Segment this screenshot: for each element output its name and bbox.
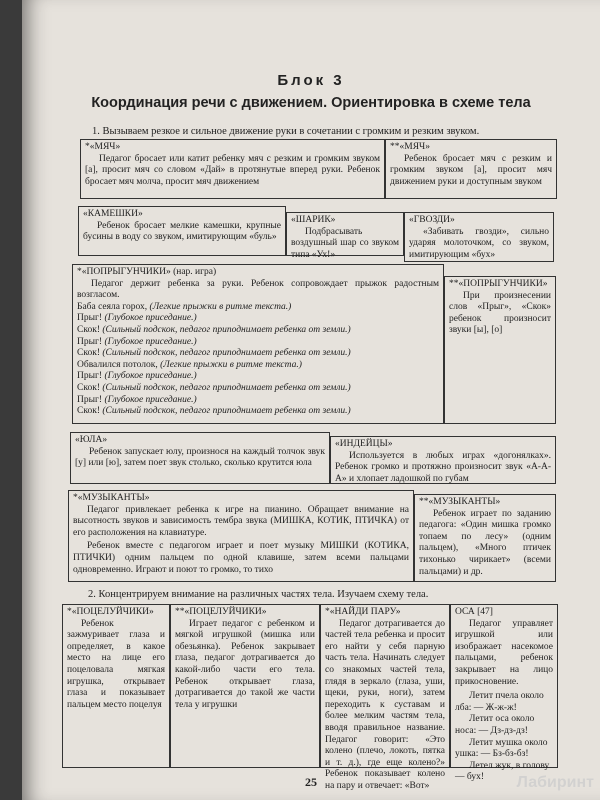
- rhyme-note: (Сильный подскок, педагог приподнимает ребенка от земли.): [102, 406, 351, 417]
- box-text: Ребенок играет по заданию педагога: «Один мишка громко топаем по лесу» (одним пальцем), «Много птичек тихонько чирикает» (всеми пальцами) и др.: [419, 508, 551, 577]
- section-2-heading: 2. Концентрируем внимание на различных частях тела. Изучаем схему тела.: [88, 589, 429, 600]
- box-title: «ШАРИК»: [291, 215, 336, 225]
- rhyme-line: [77, 406, 439, 418]
- rhyme-line: [77, 348, 439, 360]
- box-text: Подбрасывать воздушный шар со звуком типа «Ух!»: [291, 226, 399, 260]
- box-title: *«ПОПРЫГУНЧИКИ» (нар. игра): [77, 267, 217, 277]
- game-box-yula: [70, 432, 330, 484]
- box-text: Ребенок бросает мелкие камешки, крупные бусины в воду со звуком, имитирующим «буль»: [83, 220, 281, 243]
- watermark-logo: [517, 774, 594, 792]
- rhyme-text: Скок!: [77, 382, 103, 393]
- rhyme-note: (Глубокое приседание.): [104, 394, 197, 405]
- box-title: *«МЯЧ»: [85, 142, 121, 152]
- game-box-potseluychiki-advanced: [170, 604, 320, 768]
- rhyme-line: [77, 313, 439, 325]
- rhyme-text: Скок!: [77, 406, 103, 417]
- rhyme-text: Прыг!: [77, 371, 105, 382]
- rhyme-text: Прыг!: [77, 313, 105, 324]
- game-box-myach-advanced: [385, 139, 557, 199]
- game-box-indeytsy: [330, 436, 556, 484]
- rhyme-line: [77, 383, 439, 395]
- box-title: ОСА [47]: [455, 607, 493, 617]
- box-title: **«ПОЦЕЛУЙЧИКИ»: [175, 607, 267, 617]
- poem-line: Летит пчела около лба: — Ж-ж-ж!: [455, 691, 544, 713]
- game-box-poprygunchiki-advanced: [444, 276, 556, 424]
- box-text: Ребенок вместе с педагогом играет и поет музыку МИШКИ (КОТИКА, ПТИЧКИ) одним пальцем по одной клавише, затем всеми пальцами одновременно. Играют и поют то громко, то тихо: [73, 541, 409, 575]
- box-title: «ЮЛА»: [75, 435, 108, 445]
- box-title: **«МУЗЫКАНТЫ»: [419, 497, 501, 507]
- game-box-poprygunchiki: [72, 264, 444, 424]
- box-text: Педагог управляет игрушкой или изображает насекомое пальцами, ребенок закрывает на лицо прикосновение.: [455, 618, 553, 687]
- rhyme-note: (Легкие прыжки в ритме текста.): [149, 301, 292, 312]
- rhyme-line: [77, 371, 439, 383]
- game-box-muzykanty-advanced: [414, 494, 556, 582]
- game-box-kameshki: [78, 206, 286, 256]
- box-title: «ИНДЕЙЦЫ»: [335, 439, 393, 449]
- rhyme-text: Скок!: [77, 348, 103, 359]
- box-title: «КАМЕШКИ»: [83, 209, 143, 219]
- rhyme-text: Скок!: [77, 324, 103, 335]
- box-title: *«МУЗЫКАНТЫ»: [73, 493, 150, 503]
- game-box-sharik: [286, 212, 404, 260]
- rhyme-text: Баба сеяла горох,: [77, 301, 150, 312]
- poem-line: Летит оса около носа: — Дз-дз-дз!: [455, 714, 535, 736]
- box-text: При произнесении слов «Прыг», «Скок» ребенок произносит звуки [ы], [о]: [449, 290, 551, 336]
- rhyme-note: (Сильный подскок, педагог приподнимает ребенка от земли.): [102, 382, 351, 393]
- rhyme-note: (Легкие прыжки в ритме текста.): [160, 359, 302, 370]
- box-text: Ребенок запускает юлу, произнося на каждый толчок звук [у] или [ю], затем поет звук столько, сколько крутится юла: [75, 446, 325, 469]
- rhyme-line: [77, 325, 439, 337]
- box-title: **«ПОПРЫГУНЧИКИ»: [449, 279, 548, 289]
- box-title: *«НАЙДИ ПАРУ»: [325, 607, 401, 617]
- game-box-myach: [80, 139, 385, 199]
- rhyme-note: (Глубокое приседание.): [104, 336, 197, 347]
- watermark-text: Лабиринт: [516, 774, 594, 791]
- rhyme-lines: [77, 302, 439, 418]
- block-title: Координация речи с движением. Ориентировка в схеме тела: [91, 95, 531, 111]
- game-box-naydi-paru: [320, 604, 450, 791]
- box-title: **«МЯЧ»: [390, 142, 430, 152]
- block-heading: Блок 3: [277, 72, 345, 89]
- box-text: Играет педагог с ребенком и мягкой игрушкой (мишка или обезьянка). Ребенок закрывает глаза, педагог дотрагивается до какой-либо части его тела. Ребенок открывает глаза, дотрагивается до такой же части тела у игрушки: [175, 618, 315, 710]
- box-text: Педагог дотрагивается до частей тела ребенка и просит его найти у себя парную часть тела. Начинать следует со знакомых частей тела, глядя в зеркало (глаза, уши, щеки, руки, ноги), затем переходить к суставам и более мелким частям тела, вводя правильное название. Педагог говорит: «Это колено (плечо, локоть, пятка и т. д.), где еще колено?» Ребенок показывает колено на пару и отвечает: «Вот»: [325, 618, 445, 791]
- book-page: [22, 0, 600, 800]
- box-text: «Забивать гвозди», сильно ударяя молоточком, со звуком, имитирующим «бух»: [409, 226, 549, 260]
- rhyme-line: [77, 302, 439, 314]
- poem-line: Летел жук, в голову — бух!: [455, 760, 550, 783]
- box-text: Используется в любых играх «догонялках». Ребенок громко и протяжно произносит звук «А-А-А» и хлопает ладошкой по губам: [335, 450, 551, 484]
- box-text: Ребенок зажмуривает глаза и определяет, в какое место на лице его поцеловала мягкая игрушка, открывает глаза и показывает пальцем место поцелуя: [67, 618, 165, 710]
- box-text: Педагог бросает или катит ребенку мяч с резким и громким звуком [а], просит мяч со словом «Дай» в протянутые вперед руки. Ребенок бросает мяч молча, просит мяч движением: [85, 153, 380, 187]
- rhyme-note: (Глубокое приседание.): [104, 371, 197, 382]
- game-box-muzykanty: [68, 490, 414, 582]
- box-title: *«ПОЦЕЛУЙЧИКИ»: [67, 607, 154, 617]
- box-text: Педагог привлекает ребенка к игре на пианино. Обращает внимание на высотность звуков и зависимость тембра звука (МИШКА, КОТИК, ПТИЧКА) от его расположения на клавиатуре.: [73, 504, 409, 538]
- game-box-potseluychiki: [62, 604, 170, 768]
- box-text: Ребенок бросает мяч с резким и громким звуком [а], просит мяч движением руки и доступным звуком: [390, 153, 552, 187]
- section-1-heading: 1. Вызываем резкое и сильное движение руки в сочетании с громким и резким звуком.: [92, 126, 480, 137]
- poem-line: Летит мушка около ушка: — Бз-бз-бз!: [455, 737, 548, 760]
- rhyme-note: (Сильный подскок, педагог приподнимает ребенка от земли.): [102, 348, 351, 359]
- box-title: «ГВОЗДИ»: [409, 215, 455, 225]
- rhyme-line: [77, 337, 439, 349]
- rhyme-text: Обвалился потолок,: [77, 359, 161, 370]
- game-box-gvozdi: [404, 212, 554, 262]
- rhyme-text: Прыг!: [77, 394, 105, 405]
- rhyme-note: (Глубокое приседание.): [104, 313, 197, 324]
- rhyme-line: [77, 360, 439, 372]
- rhyme-line: [77, 395, 439, 407]
- box-intro: Педагог держит ребенка за руки. Ребенок сопровождает прыжок радостным возгласом.: [77, 278, 439, 301]
- rhyme-note: (Сильный подскок, педагог приподнимает ребенка от земли.): [102, 324, 351, 335]
- game-box-osa: [450, 604, 558, 783]
- page-number: 25: [305, 775, 317, 789]
- rhyme-text: Прыг!: [77, 336, 105, 347]
